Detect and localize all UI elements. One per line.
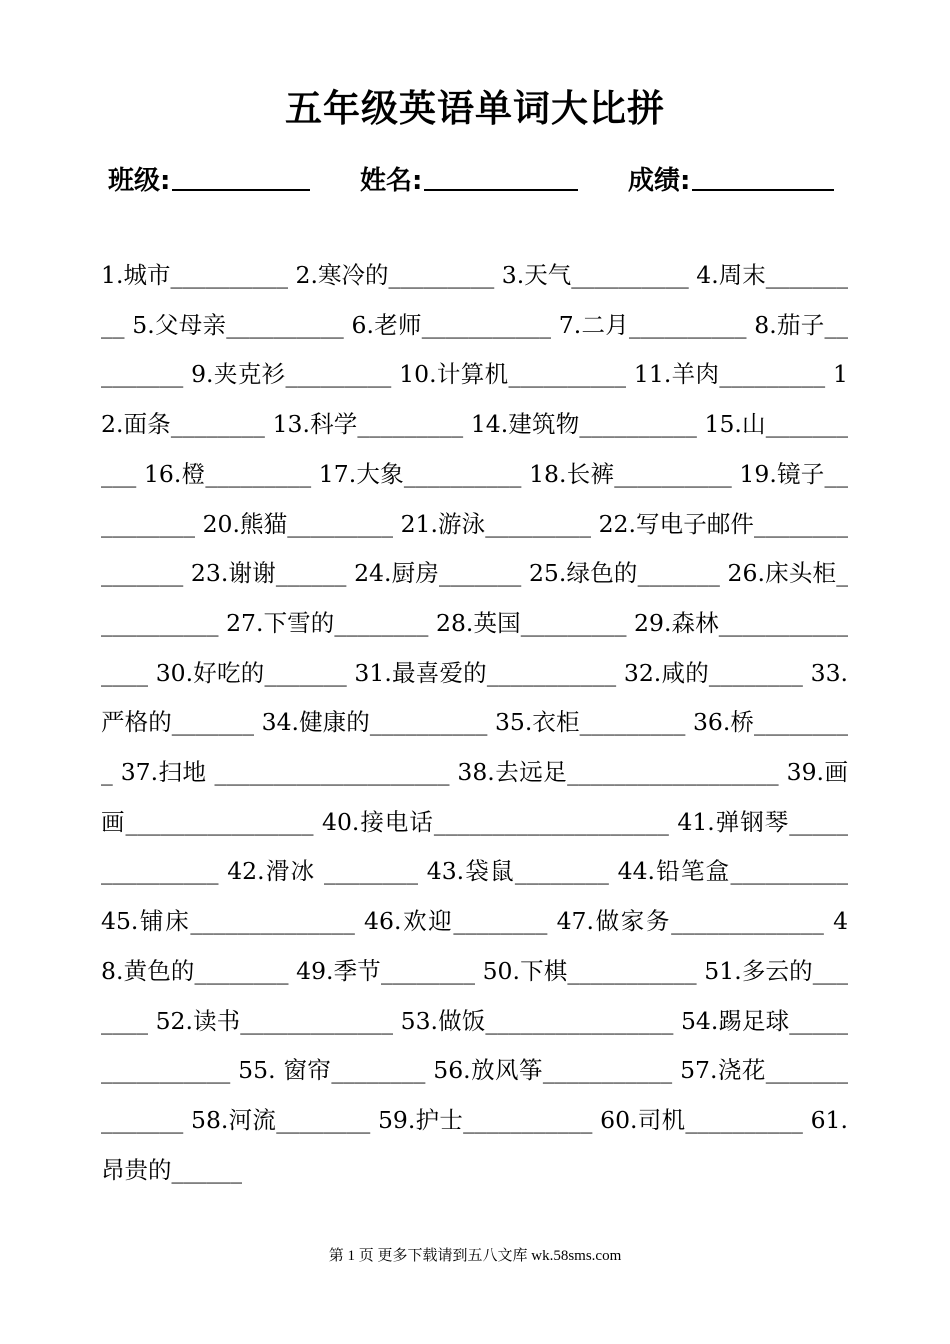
vocab-item: 57.浇花______________ [101, 1056, 849, 1134]
vocab-item: 51.多云的_______ [101, 956, 849, 1035]
score-field [628, 160, 834, 197]
score-blank[interactable] [692, 163, 834, 191]
vocab-item: 54.踢足球________________ [101, 1006, 848, 1085]
vocab-item: 11.羊肉_________ [633, 360, 826, 389]
vocab-item: 2.寒冷的_________ [295, 261, 495, 289]
vocab-item: 10.计算机__________ [399, 360, 627, 389]
vocab-item: 50.下棋___________ [482, 956, 697, 985]
vocab-item: 8.茄子_________ [101, 310, 849, 389]
vocab-item: 26.床头柜___________ [101, 559, 848, 637]
class-field [108, 160, 310, 197]
vocab-item: 32.咸的________ [623, 658, 803, 687]
vocab-item: 30.好吃的_______ [155, 658, 347, 687]
vocab-item: 31.最喜爱的___________ [354, 658, 617, 687]
vocabulary-list [101, 251, 848, 1195]
vocab-item: 18.长裤__________ [529, 459, 732, 488]
vocab-item: 38.去远足__________________ [457, 758, 779, 787]
vocab-item: 61.昂贵的______ [101, 1105, 848, 1184]
vocab-item: 35.衣柜_________ [494, 708, 686, 737]
vocab-item: 56.放风筝___________ [433, 1056, 673, 1085]
vocab-item: 27.下雪的________ [226, 608, 429, 637]
vocab-item: 15.山__________ [101, 410, 848, 488]
vocab-item: 48.黄色的________ [101, 907, 849, 985]
vocab-item: 46.欢迎________ [364, 907, 548, 936]
vocab-item: 33.严格的_______ [101, 658, 848, 737]
vocab-item: 34.健康的__________ [261, 708, 488, 737]
class-label: 班级: [108, 166, 171, 196]
vocab-item: 40.接电话____________________ [322, 807, 669, 836]
vocab-item: 42.滑冰 ________ [227, 857, 419, 886]
vocab-item: 23.谢谢______ [190, 559, 347, 588]
vocab-item: 24.厨房_______ [354, 559, 522, 588]
vocab-item: 28.英国_________ [436, 608, 627, 637]
vocab-item: 19.镜子__________ [101, 459, 849, 538]
vocab-item: 9.夹克衫_________ [191, 360, 392, 389]
vocab-item: 52.读书_____________ [155, 1006, 394, 1035]
vocab-item: 14.建筑物__________ [470, 410, 697, 439]
vocab-item: 29.森林_______________ [101, 608, 848, 687]
vocab-item: 21.游泳_________ [400, 509, 591, 538]
vocab-item: 12.面条________ [101, 360, 848, 439]
vocab-item: 47.做家务_____________ [556, 907, 824, 936]
name-label: 姓名: [360, 166, 423, 196]
vocab-item: 5.父母亲__________ [132, 310, 344, 339]
vocab-item: 36.桥_________ [101, 708, 849, 787]
vocab-item: 13.科学_________ [272, 410, 464, 439]
page-footer: 第 1 页 更多下载请到五八文库 wk.58sms.com [328, 1248, 622, 1264]
vocab-item: 59.护士___________ [377, 1105, 593, 1134]
vocab-item: 60.司机__________ [600, 1105, 803, 1134]
vocab-item: 20.熊猫_________ [202, 509, 393, 538]
vocab-item: 4.周末_________ [101, 261, 849, 339]
vocab-item: 22.写电子邮件_______________ [101, 509, 849, 588]
vocab-item: 44.铅笔盒__________ [617, 857, 848, 886]
vocab-item: 37.扫地 ____________________ [120, 758, 450, 787]
vocab-item: 6.老师___________ [351, 310, 552, 339]
vocab-item: 17.大象__________ [318, 459, 522, 488]
vocab-item: 55. 窗帘________ [238, 1056, 426, 1085]
vocab-item: 45.铺床______________ [101, 907, 355, 936]
vocab-item: 1.城市__________ [101, 261, 288, 289]
name-field [360, 160, 578, 197]
vocab-item: 16.橙_________ [143, 459, 312, 488]
vocab-item: 58.河流________ [191, 1105, 371, 1134]
vocab-item: 49.季节________ [296, 956, 475, 985]
vocab-item: 41.弹钢琴_______________ [101, 807, 849, 886]
vocab-item: 53.做饭________________ [400, 1006, 674, 1035]
vocab-item: 7.二月__________ [558, 310, 747, 339]
vocab-item: 25.绿色的_______ [528, 559, 720, 588]
vocab-item: 43.袋鼠________ [426, 857, 609, 886]
score-label: 成绩: [628, 166, 691, 196]
class-blank[interactable] [172, 163, 310, 191]
name-blank[interactable] [424, 163, 578, 191]
vocab-item: 39.画画________________ [101, 758, 848, 836]
page-title: 五年级英语单词大比拼 [285, 87, 665, 130]
vocab-item: 3.天气__________ [501, 261, 689, 289]
